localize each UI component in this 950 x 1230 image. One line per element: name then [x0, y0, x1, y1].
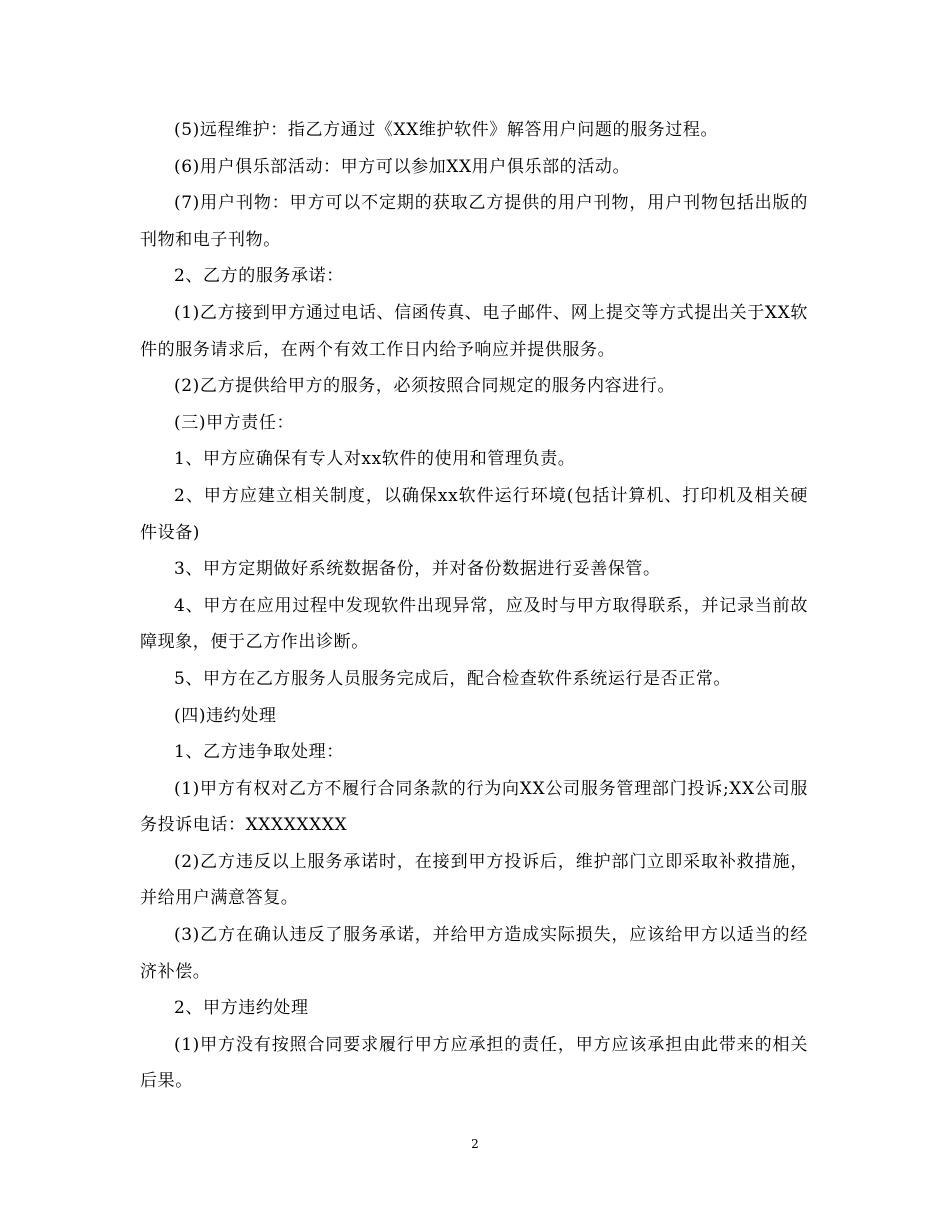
paragraph: 1、甲方应确保有专人对xx软件的使用和管理负责。 [174, 449, 576, 470]
paragraph: 4、甲方在应用过程中发现软件出现异常，应及时与甲方取得联系，并记录当前故障现象，便于乙方作出诊断。 [140, 595, 808, 653]
paragraph: 1、乙方违争取处理： [174, 742, 344, 763]
paragraph: 5、甲方在乙方服务人员服务完成后，配合检查软件系统运行是否正常。 [174, 668, 732, 689]
paragraph: 3、甲方定期做好系统数据备份，并对备份数据进行妥善保管。 [174, 559, 661, 580]
paragraph: (2)乙方提供给甲方的服务，必须按照合同规定的服务内容进行。 [174, 376, 676, 397]
paragraph: 2、甲方应建立相关制度，以确保xx软件运行环境(包括计算机、打印机及相关硬件设备) [140, 485, 808, 543]
page-number: 2 [471, 1137, 479, 1151]
document-body [140, 112, 808, 1100]
paragraph: (3)乙方在确认违反了服务承诺，并给甲方造成实际损失，应该给甲方以适当的经济补偿。 [140, 925, 808, 982]
paragraph: 2、甲方违约处理 [174, 998, 309, 1019]
paragraph: (2)乙方违反以上服务承诺时，在接到甲方投诉后，维护部门立即采取补救措施，并给用户满意答复。 [140, 851, 808, 909]
paragraph: (7)用户刊物：甲方可以不定期的获取乙方提供的用户刊物，用户刊物包括出版的刊物和电子刊物。 [140, 193, 808, 250]
paragraph: (1)乙方接到甲方通过电话、信函传真、电子邮件、网上提交等方式提出关于XX软件的服务请求后，在两个有效工作日内给予响应并提供服务。 [140, 302, 808, 360]
paragraph: (1)甲方没有按照合同要求履行甲方应承担的责任，甲方应该承担由此带来的相关后果。 [140, 1034, 808, 1092]
paragraph: (5)远程维护：指乙方通过《XX维护软件》解答用户问题的服务过程。 [174, 120, 719, 140]
section-heading: (四)违约处理 [174, 705, 277, 726]
paragraph: 2、乙方的服务承诺： [174, 266, 344, 287]
paragraph: (6)用户俱乐部活动：甲方可以参加XX用户俱乐部的活动。 [174, 156, 631, 177]
paragraph: (1)甲方有权对乙方不履行合同条款的行为向XX公司服务管理部门投诉;XX公司服务投诉电话：XXXXXXXX [140, 778, 808, 836]
section-heading: (三)甲方责任： [174, 412, 295, 433]
